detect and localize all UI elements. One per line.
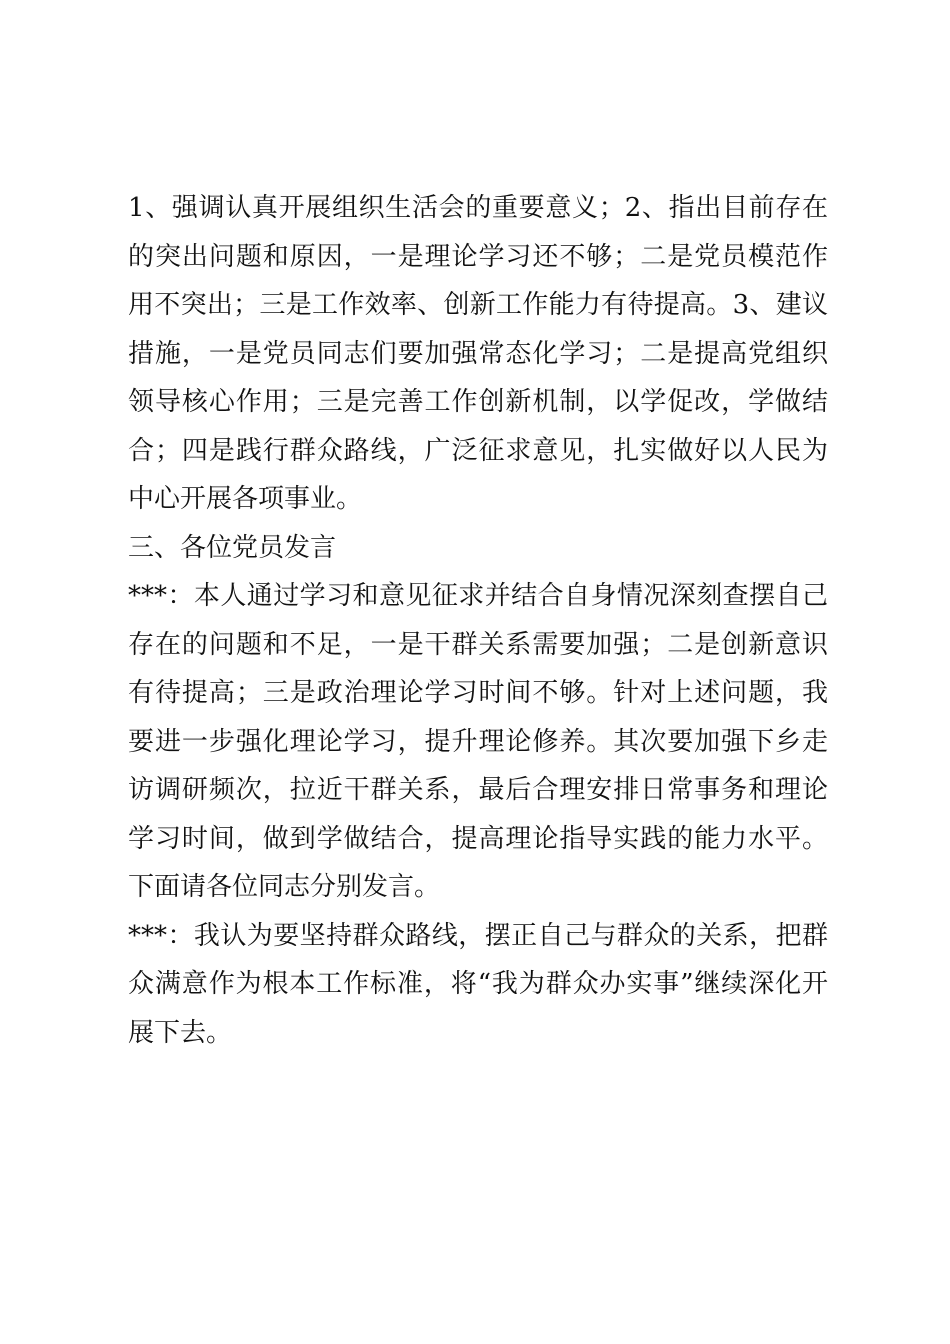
paragraph-speech-1: ***：本人通过学习和意见征求并结合自身情况深刻查摆自己存在的问题和不足，一是干群关系需要加强；二是创新意识有待提高；三是政治理论学习时间不够。针对上述问题，我要进一步强化理论学习，提升理论修养。其次要加强下乡走访调研频次，拉近干群关系，最后合理安排日常事务和理论学习时间，做到学做结合，提高理论指导实践的能力水平。下面请各位同志分别发言。 [128, 581, 828, 902]
section-heading-member-speeches: 三、各位党员发言 [128, 532, 337, 563]
document-body [128, 184, 828, 1057]
paragraph-measures: 1、强调认真开展组织生活会的重要意义；2、指出目前存在的突出问题和原因，一是理论学习还不够；二是党员模范作用不突出；三是工作效率、创新工作能力有待提高。3、建议措施，一是党员同志们要加强常态化学习；二是提高党组织领导核心作用；三是完善工作创新机制，以学促改，学做结合；四是践行群众路线，广泛征求意见，扎实做好以人民为中心开展各项事业。 [128, 193, 828, 514]
paragraph-speech-2: ***：我认为要坚持群众路线，摆正自己与群众的关系，把群众满意作为根本工作标准，将“我为群众办实事”继续深化开展下去。 [128, 920, 828, 1048]
